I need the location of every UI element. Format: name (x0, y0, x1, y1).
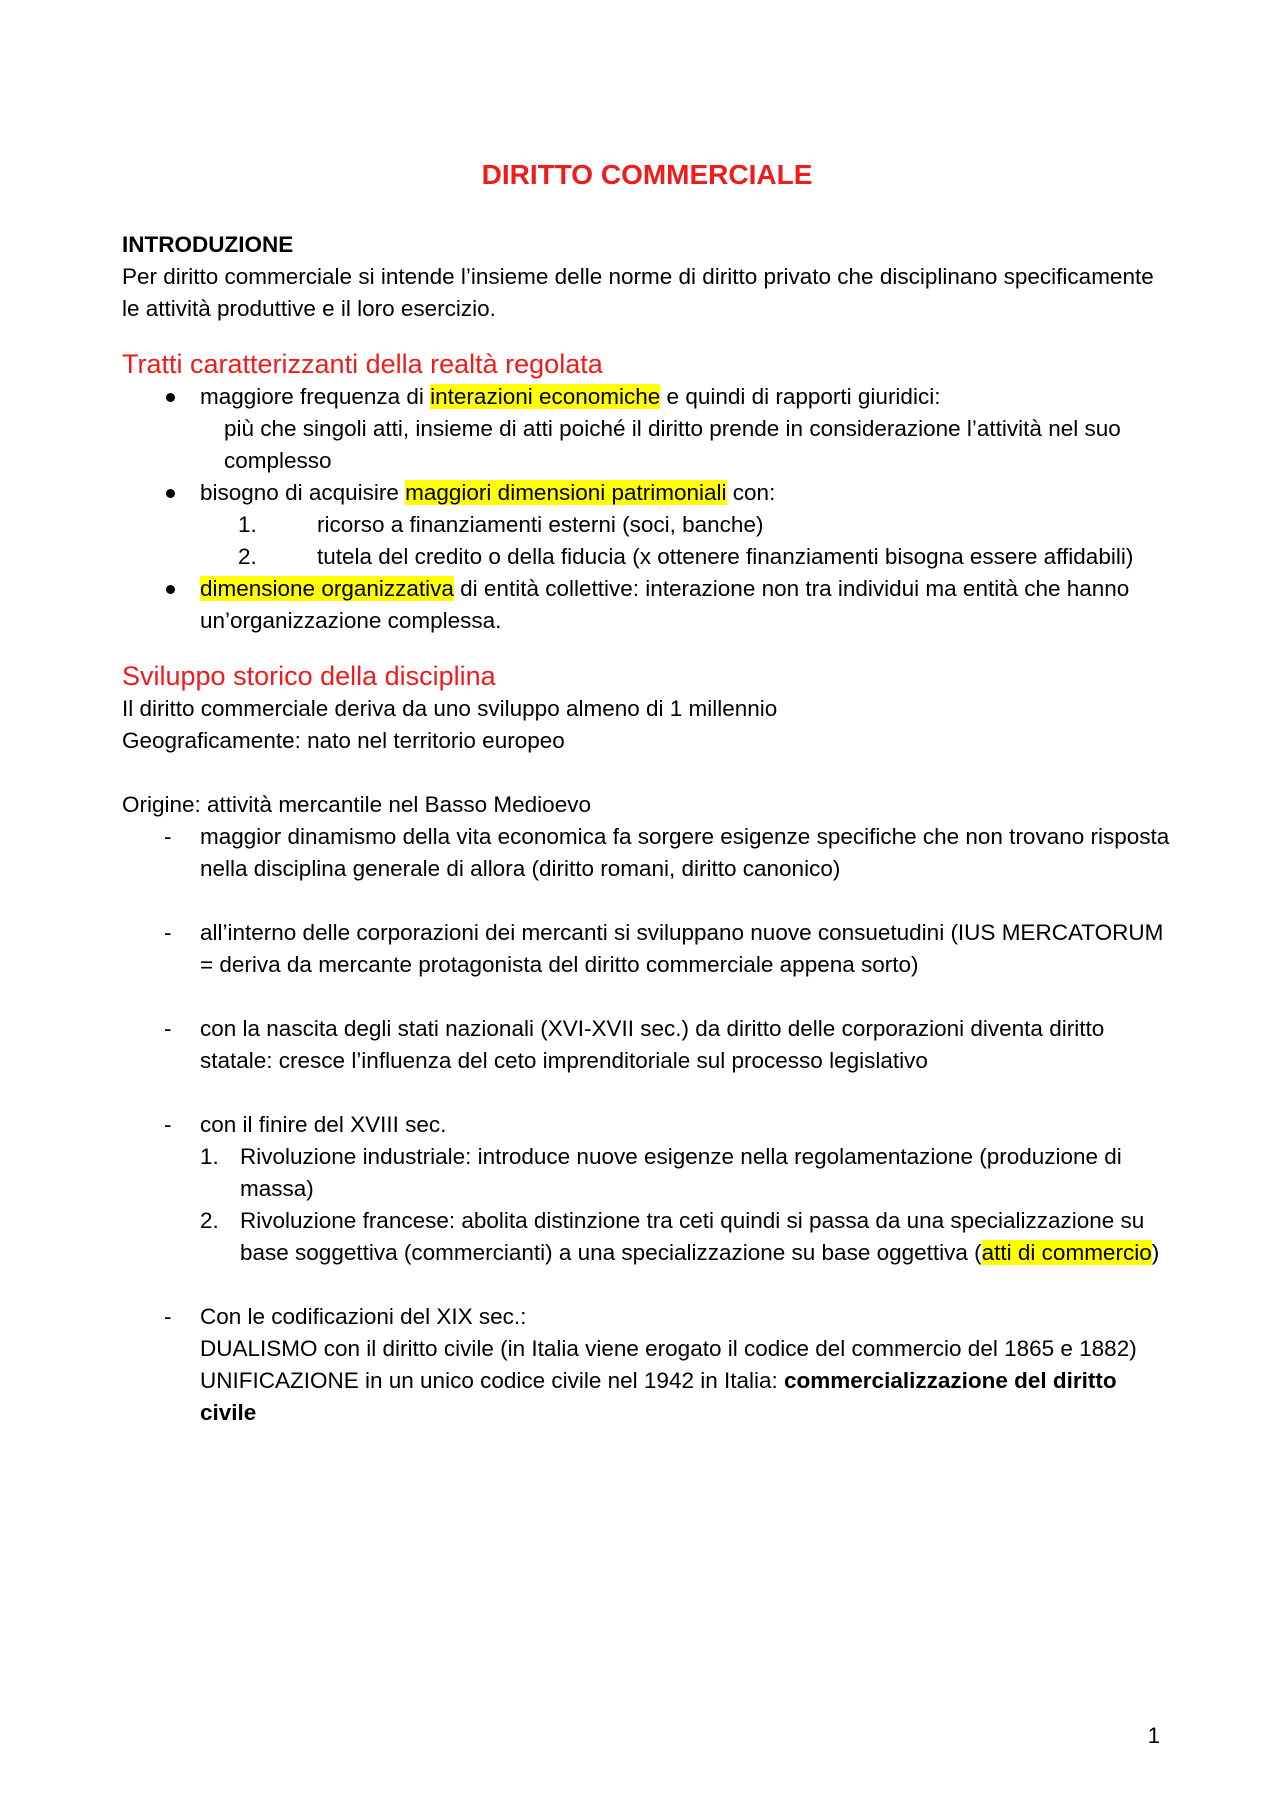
origin-line: Origine: attività mercantile nel Basso Medioevo (122, 792, 591, 817)
numbered-item-text: Rivoluzione francese: abolita distinzione tra ceti quindi si passa da una specializzazione su base soggettiva (commercianti) a una specializzazione su base oggettiva ( (240, 1208, 1145, 1265)
bullet-item (122, 477, 1172, 573)
paragraph-line: Geograficamente: nato nel territorio europeo (122, 728, 565, 753)
dash-item-text: Con le codificazioni del XIX sec.: (200, 1304, 527, 1329)
bullet-item (122, 381, 1172, 477)
section-heading-tratti: Tratti caratterizzanti della realtà regolata (122, 349, 603, 379)
dash-item (122, 821, 1172, 885)
dash-item-text (200, 1365, 1172, 1429)
bullet-text: bisogno di acquisire (200, 480, 406, 505)
numbered-item (200, 541, 1172, 573)
dash-item-text: DUALISMO con il diritto civile (in Italia viene erogato il codice del commercio del 1865 e 1882) (200, 1336, 1137, 1361)
highlighted-text: interazioni economiche (430, 384, 661, 409)
intro-heading: INTRODUZIONE (122, 232, 294, 257)
list-number: 1. (200, 1144, 219, 1169)
bold-text: commercializzazione del diritto civile (200, 1368, 1117, 1425)
tratti-bullet-list (122, 381, 1172, 637)
bullet-icon (166, 489, 175, 498)
numbered-item-text: Rivoluzione industriale: introduce nuove esigenze nella regolamentazione (produzione di massa) (240, 1144, 1122, 1201)
numbered-item-text: tutela del credito o della fiducia (x ottenere finanziamenti bisogna essere affidabili) (317, 544, 1134, 569)
list-number: 2. (238, 544, 257, 569)
bullet-sub-line: più che singoli atti, insieme di atti poiché il diritto prende in considerazione l’attività nel suo complesso (224, 416, 1121, 473)
bullet-text: con: (726, 480, 776, 505)
intro-text: Per diritto commerciale si intende l’insieme delle norme di diritto privato che disciplinano specificamente le attività produttive e il loro esercizio. (122, 264, 1154, 321)
bullet-item (122, 573, 1172, 637)
bullet-text: maggiore frequenza di (200, 384, 431, 409)
highlighted-text: maggiori dimensioni patrimoniali (405, 480, 727, 505)
dash-item-text: maggior dinamismo della vita economica fa sorgere esigenze specifiche che non trovano risposta nella disciplina generale di allora (diritto romani, diritto canonico) (200, 824, 1170, 881)
numbered-sub-list (200, 509, 1172, 573)
dash-marker: - (164, 1112, 172, 1137)
intro-section (122, 229, 1172, 325)
highlighted-text: atti di commercio (981, 1240, 1152, 1265)
dash-item (122, 917, 1172, 981)
dash-marker: - (164, 1304, 172, 1329)
dash-item-text: con la nascita degli stati nazionali (XVI-XVII sec.) da diritto delle corporazioni diventa diritto statale: cresce l’influenza del ceto imprenditoriale sul processo legislativo (200, 1016, 1105, 1073)
numbered-item (200, 509, 1172, 541)
page-number: 1 (1147, 1723, 1160, 1748)
dash-item (122, 1109, 1172, 1269)
bullet-text: di entità collettive: interazione non tra individui ma entità che hanno un’organizzazione complessa. (200, 576, 1130, 633)
bullet-text: e quindi di rapporti giuridici: (660, 384, 941, 409)
section-heading-sviluppo: Sviluppo storico della disciplina (122, 661, 496, 691)
dash-marker: - (164, 824, 172, 849)
document-title: DIRITTO COMMERCIALE (481, 159, 813, 190)
numbered-item (200, 1205, 1172, 1269)
history-dash-list (122, 821, 1172, 1429)
list-number: 2. (200, 1208, 219, 1233)
dash-item-text: all’interno delle corporazioni dei mercanti si sviluppano nuove consuetudini (IUS MERCATORUM = deriva da mercante protagonista del diritto commerciale appena sorto) (200, 920, 1164, 977)
paragraph-line: Il diritto commerciale deriva da uno sviluppo almeno di 1 millennio (122, 696, 778, 721)
dash-marker: - (164, 1016, 172, 1041)
document-page (122, 150, 1172, 1429)
numbered-sub-list (200, 1141, 1172, 1269)
numbered-item (200, 1141, 1172, 1205)
list-number: 1. (238, 512, 257, 537)
dash-item-text: con il finire del XVIII sec. (200, 1112, 447, 1137)
unification-text: UNIFICAZIONE in un unico codice civile nel 1942 in Italia: (200, 1368, 785, 1393)
numbered-item-text: ) (1151, 1240, 1160, 1265)
highlighted-text: dimensione organizzativa (200, 576, 454, 601)
dash-item (122, 1013, 1172, 1077)
dash-item (122, 1301, 1172, 1429)
numbered-item-text: ricorso a finanziamenti esterni (soci, banche) (317, 512, 764, 537)
bullet-icon (166, 585, 175, 594)
dash-marker: - (164, 920, 172, 945)
bullet-icon (166, 393, 175, 402)
